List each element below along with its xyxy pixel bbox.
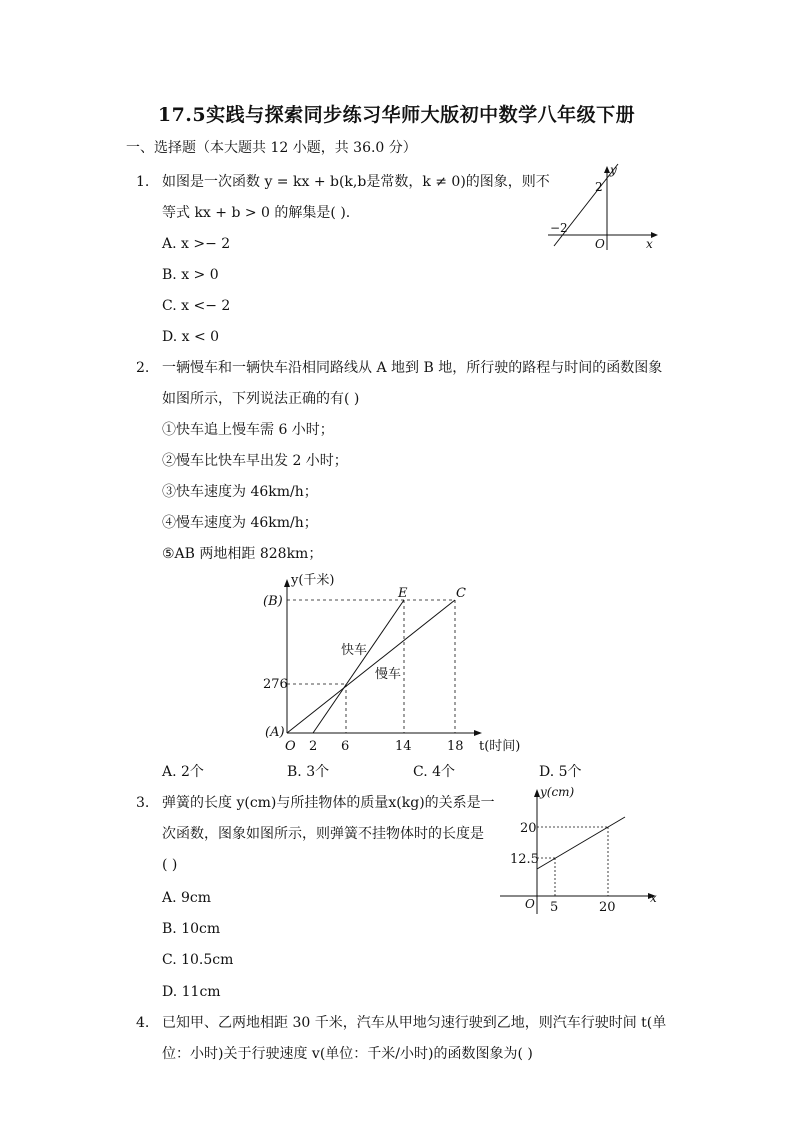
question-number: 3. (136, 795, 150, 811)
x-axis-label: x (650, 891, 657, 905)
option-c: C. x <− 2 (162, 298, 231, 314)
q1-graph (540, 160, 665, 255)
x-tick-label: 14 (395, 739, 412, 754)
x-tick-label: 20 (599, 900, 616, 915)
y-axis-label: y(千米) (291, 573, 335, 588)
y-axis-label: y(cm) (540, 785, 575, 799)
question-number: 1. (136, 174, 150, 190)
x-axis-label: t(时间) (479, 739, 521, 754)
point-a-label: (A) (265, 725, 285, 740)
y-intercept-label: 2 (595, 180, 603, 194)
question-text: 一辆慢车和一辆快车沿相同路线从 A 地到 B 地，所行驶的路程与时间的函数图象 (162, 360, 663, 376)
question-text: 等式 kx + b > 0 的解集是( ). (162, 205, 351, 221)
option-c: C. 4个 (413, 764, 456, 780)
statement-item: ⑤AB 两地相距 828km； (162, 546, 323, 562)
origin-label: O (525, 897, 535, 911)
function-line (537, 817, 625, 869)
point-b-label: (B) (263, 594, 283, 609)
x-axis-label: x (646, 237, 653, 251)
y-tick-label: 20 (520, 821, 537, 836)
option-d: D. 11cm (162, 984, 221, 1000)
question-text: 次函数，图象如图所示，则弹簧不挂物体时的长度是 (162, 826, 484, 842)
option-a: A. x >− 2 (162, 236, 231, 252)
option-b: B. 3个 (287, 764, 330, 780)
x-tick-label: 18 (447, 739, 464, 754)
slow-car-label: 慢车 (375, 667, 402, 682)
point-e-label: E (398, 586, 408, 601)
option-a: A. 9cm (162, 890, 212, 906)
question-text: 如图是一次函数 y = kx + b(k,b是常数，k ≠ 0)的图象，则不 (162, 174, 550, 190)
slow-car-line (287, 600, 455, 733)
q3-graph (500, 782, 662, 918)
question-text: ( ) (162, 857, 178, 873)
fast-car-label: 快车 (341, 643, 368, 658)
statement-item: ①快车追上慢车需 6 小时； (162, 422, 334, 438)
option-b: B. 10cm (162, 921, 221, 937)
question-text: 如图所示，下列说法正确的有( ) (162, 391, 360, 407)
origin-label: O (595, 237, 605, 251)
option-d: D. 5个 (539, 764, 582, 780)
question-number: 2. (136, 360, 150, 376)
x-tick-label: 5 (550, 900, 559, 915)
x-tick-label: 2 (309, 739, 318, 754)
question-text: 已知甲、乙两地相距 30 千米，汽车从甲地匀速行驶到乙地，则汽车行驶时间 t(单 (162, 1015, 667, 1031)
y-tick-label: 276 (263, 677, 288, 692)
question-text: 弹簧的长度 y(cm)与所挂物体的质量x(kg)的关系是一 (162, 795, 495, 811)
q2-graph (255, 572, 545, 758)
option-c: C. 10.5cm (162, 952, 234, 968)
x-intercept-label: −2 (550, 221, 568, 235)
y-arrow-icon (284, 579, 290, 587)
question-number: 4. (136, 1015, 150, 1031)
option-d: D. x < 0 (162, 329, 220, 345)
y-axis-label: y (610, 163, 617, 177)
x-tick-label: 6 (341, 739, 350, 754)
section-heading: 一、选择题（本大题共 12 小题，共 36.0 分） (126, 140, 417, 156)
option-a: A. 2个 (162, 764, 204, 780)
page-title: 17.5实践与探索同步练习华师大版初中数学八年级下册 (157, 104, 636, 126)
question-text: 位：小时)关于行驶速度 v(单位：千米/小时)的函数图象为( ) (162, 1046, 533, 1062)
statement-item: ④慢车速度为 46km/h； (162, 515, 318, 531)
origin-label: O (285, 739, 296, 754)
y-tick-label: 12.5 (510, 852, 539, 867)
statement-item: ③快车速度为 46km/h； (162, 484, 318, 500)
statement-item: ②慢车比快车早出发 2 小时； (162, 453, 348, 469)
point-c-label: C (456, 586, 466, 601)
x-arrow-icon (474, 730, 482, 736)
option-b: B. x > 0 (162, 267, 219, 283)
